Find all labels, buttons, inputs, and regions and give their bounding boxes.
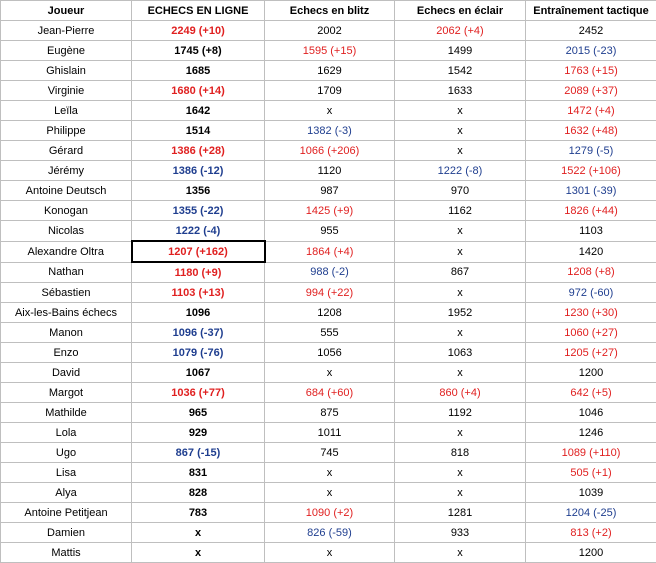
eclair-rating-cell: x — [395, 463, 526, 483]
table-row — [1, 483, 656, 503]
blitz-rating-cell: 1066 (+206) — [265, 141, 395, 161]
tactics-rating-cell: 1200 — [526, 363, 656, 383]
online-rating-cell: 831 — [132, 463, 265, 483]
tactics-rating-cell: 1103 — [526, 221, 656, 242]
eclair-rating-cell: x — [395, 141, 526, 161]
tactics-rating-cell: 1208 (+8) — [526, 262, 656, 283]
online-rating-cell: 1386 (+28) — [132, 141, 265, 161]
player-name-cell: Jérémy — [1, 161, 132, 181]
table-row — [1, 121, 656, 141]
tactics-rating-cell: 1826 (+44) — [526, 201, 656, 221]
online-rating-cell: 828 — [132, 483, 265, 503]
eclair-rating-cell: 1633 — [395, 81, 526, 101]
eclair-rating-cell: 1162 — [395, 201, 526, 221]
player-name-cell: Enzo — [1, 343, 132, 363]
eclair-rating-cell: x — [395, 121, 526, 141]
eclair-rating-cell: 860 (+4) — [395, 383, 526, 403]
player-name-cell: Margot — [1, 383, 132, 403]
online-rating-cell: 1356 — [132, 181, 265, 201]
online-rating-cell: 1355 (-22) — [132, 201, 265, 221]
tactics-rating-cell: 1205 (+27) — [526, 343, 656, 363]
online-rating-cell: 1680 (+14) — [132, 81, 265, 101]
table-row — [1, 61, 656, 81]
eclair-rating-cell: 1063 — [395, 343, 526, 363]
tactics-rating-cell: 1230 (+30) — [526, 303, 656, 323]
table-row — [1, 181, 656, 201]
tactics-rating-cell: 1060 (+27) — [526, 323, 656, 343]
player-name-cell: Philippe — [1, 121, 132, 141]
eclair-rating-cell: 1222 (-8) — [395, 161, 526, 181]
online-rating-cell: 1222 (-4) — [132, 221, 265, 242]
blitz-rating-cell: 994 (+22) — [265, 283, 395, 303]
online-rating-cell: 783 — [132, 503, 265, 523]
table-row — [1, 141, 656, 161]
player-name-cell: David — [1, 363, 132, 383]
table-row — [1, 503, 656, 523]
table-row — [1, 523, 656, 543]
eclair-rating-cell: x — [395, 543, 526, 563]
tactics-rating-cell: 1046 — [526, 403, 656, 423]
tactics-rating-cell: 642 (+5) — [526, 383, 656, 403]
blitz-rating-cell: 1629 — [265, 61, 395, 81]
table-row — [1, 241, 656, 262]
table-row — [1, 303, 656, 323]
player-name-cell: Konogan — [1, 201, 132, 221]
tactics-rating-cell: 1632 (+48) — [526, 121, 656, 141]
table-row — [1, 343, 656, 363]
tactics-rating-cell: 1204 (-25) — [526, 503, 656, 523]
player-name-cell: Sébastien — [1, 283, 132, 303]
online-rating-cell: 929 — [132, 423, 265, 443]
blitz-rating-cell: 1056 — [265, 343, 395, 363]
tactics-rating-cell: 1763 (+15) — [526, 61, 656, 81]
player-name-cell: Ugo — [1, 443, 132, 463]
tactics-rating-cell: 1522 (+106) — [526, 161, 656, 181]
blitz-rating-cell: 988 (-2) — [265, 262, 395, 283]
eclair-rating-cell: x — [395, 423, 526, 443]
player-name-cell: Leïla — [1, 101, 132, 121]
online-rating-cell: 2249 (+10) — [132, 21, 265, 41]
online-rating-cell: 1685 — [132, 61, 265, 81]
eclair-rating-cell: 1952 — [395, 303, 526, 323]
blitz-rating-cell: 826 (-59) — [265, 523, 395, 543]
table-row — [1, 101, 656, 121]
blitz-rating-cell: x — [265, 543, 395, 563]
eclair-rating-cell: 1281 — [395, 503, 526, 523]
blitz-rating-cell: 2002 — [265, 21, 395, 41]
table-row — [1, 323, 656, 343]
eclair-rating-cell: x — [395, 483, 526, 503]
blitz-rating-cell: 745 — [265, 443, 395, 463]
tactics-rating-cell: 1301 (-39) — [526, 181, 656, 201]
eclair-rating-cell: x — [395, 241, 526, 262]
table-row — [1, 283, 656, 303]
blitz-rating-cell: 1090 (+2) — [265, 503, 395, 523]
eclair-rating-cell: 867 — [395, 262, 526, 283]
table-row — [1, 383, 656, 403]
blitz-rating-cell: 1382 (-3) — [265, 121, 395, 141]
table-row — [1, 443, 656, 463]
table-row — [1, 463, 656, 483]
header-echecs-en-ligne: ECHECS EN LIGNE — [132, 1, 265, 21]
tactics-rating-cell: 1420 — [526, 241, 656, 262]
tactics-rating-cell: 1089 (+110) — [526, 443, 656, 463]
blitz-rating-cell: 1011 — [265, 423, 395, 443]
player-name-cell: Manon — [1, 323, 132, 343]
player-name-cell: Aix-les-Bains échecs — [1, 303, 132, 323]
tactics-rating-cell: 1472 (+4) — [526, 101, 656, 121]
eclair-rating-cell: x — [395, 101, 526, 121]
eclair-rating-cell: 1542 — [395, 61, 526, 81]
blitz-rating-cell: 1595 (+15) — [265, 41, 395, 61]
header-row — [1, 1, 656, 21]
eclair-rating-cell: x — [395, 323, 526, 343]
tactics-rating-cell: 1279 (-5) — [526, 141, 656, 161]
player-name-cell: Mattis — [1, 543, 132, 563]
tactics-rating-cell: 972 (-60) — [526, 283, 656, 303]
eclair-rating-cell: x — [395, 221, 526, 242]
header-joueur: Joueur — [1, 1, 132, 21]
online-rating-cell: 867 (-15) — [132, 443, 265, 463]
eclair-rating-cell: 970 — [395, 181, 526, 201]
player-name-cell: Antoine Petitjean — [1, 503, 132, 523]
table-row — [1, 543, 656, 563]
online-rating-cell: 1096 — [132, 303, 265, 323]
online-rating-cell: x — [132, 543, 265, 563]
blitz-rating-cell: x — [265, 101, 395, 121]
header-echecs-en-blitz: Echecs en blitz — [265, 1, 395, 21]
header-echecs-en-eclair: Echecs en éclair — [395, 1, 526, 21]
online-rating-cell: 965 — [132, 403, 265, 423]
tactics-rating-cell: 2089 (+37) — [526, 81, 656, 101]
blitz-rating-cell: 555 — [265, 323, 395, 343]
tactics-rating-cell: 1200 — [526, 543, 656, 563]
player-name-cell: Alexandre Oltra — [1, 241, 132, 262]
player-name-cell: Lisa — [1, 463, 132, 483]
player-name-cell: Nicolas — [1, 221, 132, 242]
table-row — [1, 161, 656, 181]
player-name-cell: Eugène — [1, 41, 132, 61]
tactics-rating-cell: 1246 — [526, 423, 656, 443]
header-entrainement-tactique: Entraînement tactique — [526, 1, 656, 21]
player-name-cell: Virginie — [1, 81, 132, 101]
tactics-rating-cell: 505 (+1) — [526, 463, 656, 483]
online-rating-cell: 1036 (+77) — [132, 383, 265, 403]
player-name-cell: Mathilde — [1, 403, 132, 423]
tactics-rating-cell: 2452 — [526, 21, 656, 41]
blitz-rating-cell: 987 — [265, 181, 395, 201]
blitz-rating-cell: 1864 (+4) — [265, 241, 395, 262]
table-row — [1, 21, 656, 41]
table-row — [1, 81, 656, 101]
tactics-rating-cell: 1039 — [526, 483, 656, 503]
online-rating-cell: 1067 — [132, 363, 265, 383]
blitz-rating-cell: 875 — [265, 403, 395, 423]
online-rating-cell: 1514 — [132, 121, 265, 141]
eclair-rating-cell: x — [395, 363, 526, 383]
online-rating-cell: 1103 (+13) — [132, 283, 265, 303]
blitz-rating-cell: x — [265, 363, 395, 383]
eclair-rating-cell: 1499 — [395, 41, 526, 61]
blitz-rating-cell: 1425 (+9) — [265, 201, 395, 221]
online-rating-cell: 1096 (-37) — [132, 323, 265, 343]
online-rating-cell: 1207 (+162) — [132, 241, 265, 262]
player-name-cell: Gérard — [1, 141, 132, 161]
player-name-cell: Ghislain — [1, 61, 132, 81]
online-rating-cell: 1745 (+8) — [132, 41, 265, 61]
player-name-cell: Alya — [1, 483, 132, 503]
online-rating-cell: 1180 (+9) — [132, 262, 265, 283]
table-row — [1, 41, 656, 61]
online-rating-cell: 1386 (-12) — [132, 161, 265, 181]
tactics-rating-cell: 813 (+2) — [526, 523, 656, 543]
table-row — [1, 403, 656, 423]
table-row — [1, 221, 656, 242]
table-row — [1, 423, 656, 443]
player-name-cell: Nathan — [1, 262, 132, 283]
online-rating-cell: 1642 — [132, 101, 265, 121]
table-row — [1, 201, 656, 221]
blitz-rating-cell: x — [265, 463, 395, 483]
eclair-rating-cell: 2062 (+4) — [395, 21, 526, 41]
blitz-rating-cell: 1709 — [265, 81, 395, 101]
blitz-rating-cell: 955 — [265, 221, 395, 242]
eclair-rating-cell: x — [395, 283, 526, 303]
table-row — [1, 262, 656, 283]
online-rating-cell: x — [132, 523, 265, 543]
player-name-cell: Antoine Deutsch — [1, 181, 132, 201]
player-name-cell: Jean-Pierre — [1, 21, 132, 41]
blitz-rating-cell: 1208 — [265, 303, 395, 323]
player-name-cell: Damien — [1, 523, 132, 543]
online-rating-cell: 1079 (-76) — [132, 343, 265, 363]
player-name-cell: Lola — [1, 423, 132, 443]
table-row — [1, 363, 656, 383]
eclair-rating-cell: 1192 — [395, 403, 526, 423]
tactics-rating-cell: 2015 (-23) — [526, 41, 656, 61]
blitz-rating-cell: 1120 — [265, 161, 395, 181]
blitz-rating-cell: x — [265, 483, 395, 503]
blitz-rating-cell: 684 (+60) — [265, 383, 395, 403]
eclair-rating-cell: 933 — [395, 523, 526, 543]
eclair-rating-cell: 818 — [395, 443, 526, 463]
